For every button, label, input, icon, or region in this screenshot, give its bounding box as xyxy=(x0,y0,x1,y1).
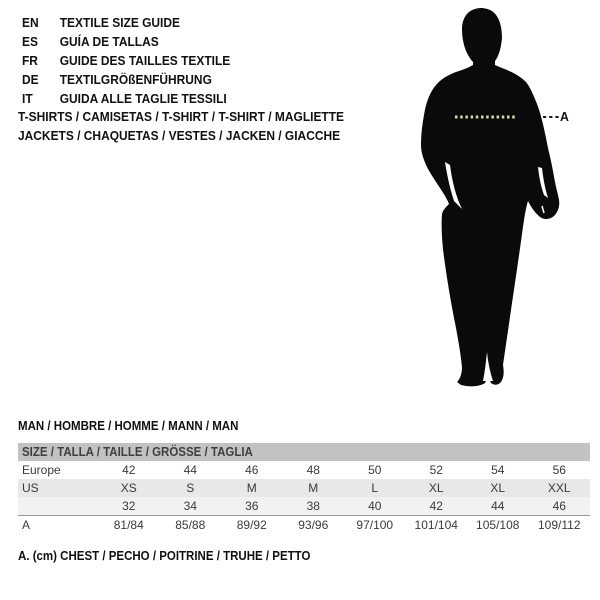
language-row-es xyxy=(22,32,230,51)
table-cell: 85/88 xyxy=(175,518,206,532)
table-cell: L xyxy=(371,481,379,495)
table-cell: 52 xyxy=(429,463,443,477)
section-title-man: MAN / HOMBRE / HOMME / MANN / MAN xyxy=(18,419,239,433)
man-silhouette xyxy=(405,5,590,400)
table-cell: S xyxy=(186,481,195,495)
language-code: DE xyxy=(22,72,39,87)
language-label: GUÍA DE TALLAS xyxy=(59,34,159,49)
language-label: GUIDA ALLE TAGLIE TESSILI xyxy=(59,91,227,106)
table-cell: 40 xyxy=(368,499,382,513)
table-cell: 42 xyxy=(429,499,443,513)
table-cell: XL xyxy=(428,481,444,495)
language-row-it xyxy=(22,89,230,108)
table-row-numeric xyxy=(18,497,590,515)
table-cell: M xyxy=(308,481,319,495)
language-label: TEXTILGRÖßENFÜHRUNG xyxy=(59,72,212,87)
language-code: FR xyxy=(22,53,38,68)
language-code: EN xyxy=(22,15,39,30)
table-cell: 81/84 xyxy=(113,518,144,532)
table-cell: 36 xyxy=(245,499,259,513)
language-row-de xyxy=(22,70,230,89)
table-cell: 46 xyxy=(552,499,566,513)
table-cell: 101/104 xyxy=(414,518,458,532)
table-cell: 44 xyxy=(491,499,505,513)
table-cell: 105/108 xyxy=(476,518,520,532)
language-row-en xyxy=(22,13,230,32)
table-cell: XXL xyxy=(547,481,571,495)
table-cell: 38 xyxy=(306,499,320,513)
man-silhouette-figure xyxy=(405,5,590,400)
language-list xyxy=(22,13,248,108)
table-cell: 54 xyxy=(491,463,505,477)
table-cell: 50 xyxy=(368,463,382,477)
table-cell: 42 xyxy=(122,463,136,477)
man-body-shape xyxy=(421,8,559,386)
measure-label-a: A xyxy=(560,109,569,124)
table-cell: 46 xyxy=(245,463,259,477)
language-row-fr xyxy=(22,51,230,70)
table-cell: 34 xyxy=(183,499,197,513)
table-row-chest-a xyxy=(18,515,590,534)
table-cell: 89/92 xyxy=(236,518,267,532)
table-cell: XL xyxy=(490,481,506,495)
table-cell: XS xyxy=(120,481,137,495)
category-jackets: JACKETS / CHAQUETAS / VESTES / JACKEN / GIACCHE xyxy=(18,127,341,143)
table-cell: 97/100 xyxy=(356,518,394,532)
category-list xyxy=(18,108,372,145)
table-cell: 56 xyxy=(552,463,566,477)
table-cell: 48 xyxy=(306,463,320,477)
row-label xyxy=(18,497,98,515)
language-label: GUIDE DES TAILLES TEXTILE xyxy=(59,53,231,68)
row-label: US xyxy=(22,481,39,495)
row-label: Europe xyxy=(22,463,61,477)
row-label: A xyxy=(22,518,31,532)
table-cell: 44 xyxy=(183,463,197,477)
language-code: ES xyxy=(22,34,38,49)
footnote-chest: A. (cm) CHEST / PECHO / POITRINE / TRUHE / PETTO xyxy=(18,549,311,563)
table-cell: 93/96 xyxy=(298,518,329,532)
size-table xyxy=(18,443,590,534)
language-code: IT xyxy=(22,91,33,106)
table-row-us xyxy=(18,479,590,497)
language-label: TEXTILE SIZE GUIDE xyxy=(59,15,181,30)
table-cell: 109/112 xyxy=(538,518,581,532)
size-table-header: SIZE / TALLA / TAILLE / GRÖSSE / TAGLIA xyxy=(18,443,590,461)
table-row-europe xyxy=(18,461,590,479)
table-cell: M xyxy=(246,481,257,495)
table-cell: 32 xyxy=(122,499,136,513)
category-tshirts: T-SHIRTS / CAMISETAS / T-SHIRT / T-SHIRT / MAGLIETTE xyxy=(18,109,345,124)
